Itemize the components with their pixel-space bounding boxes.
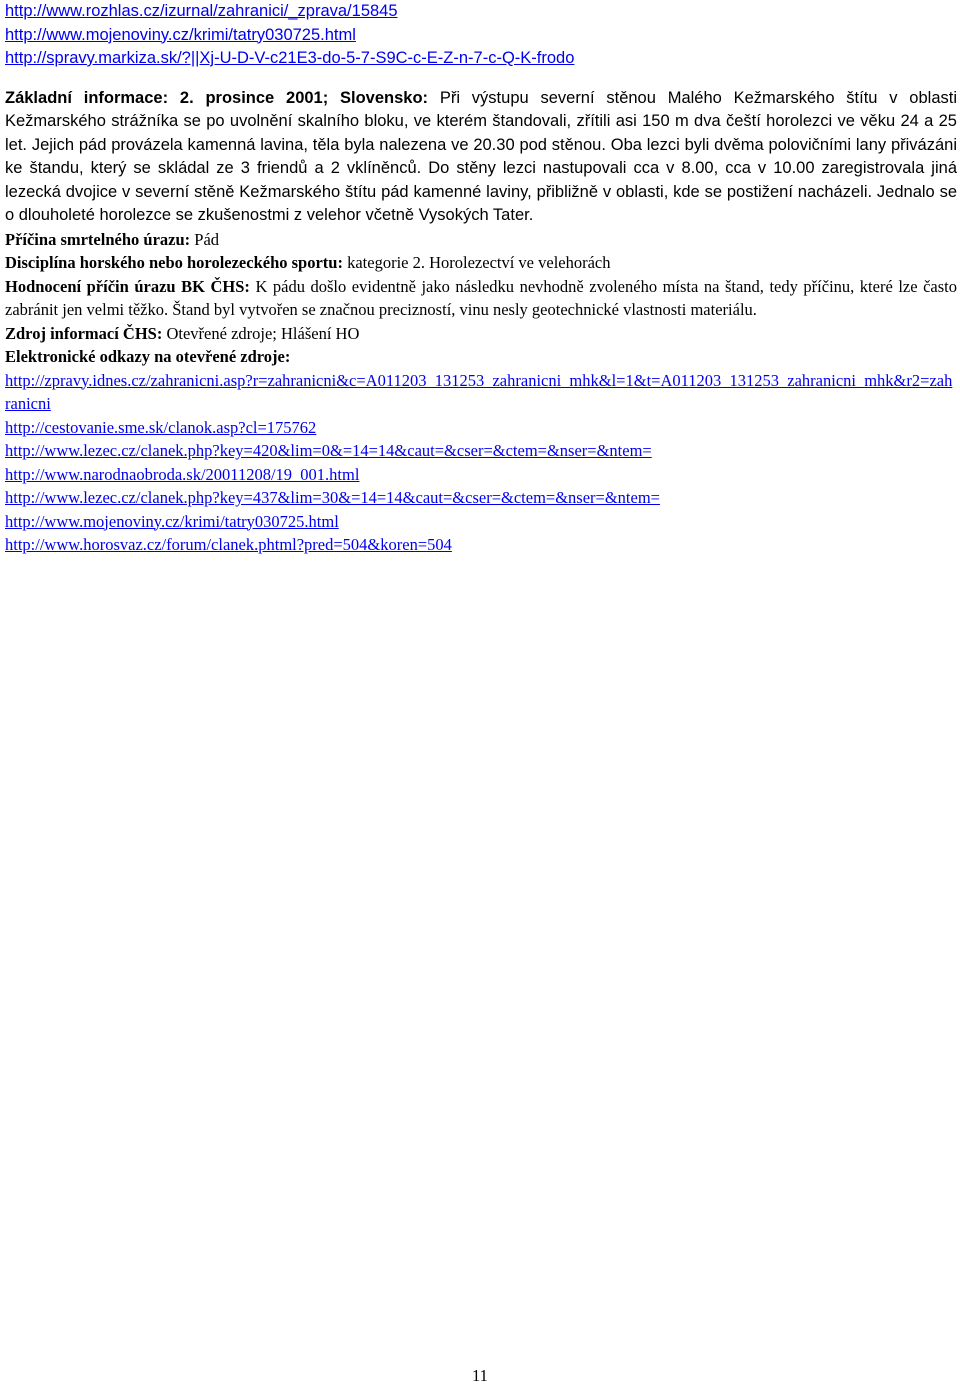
electronic-links [5,369,957,557]
document-page [5,0,957,557]
basic-info-section [5,87,957,228]
assessment-label: Hodnocení příčin úrazu BK ČHS: [5,276,250,296]
source-label: Zdroj informací ČHS: [5,323,163,343]
page-number: 11 [472,1366,488,1385]
basic-info-date: 2. prosince 2001; Slovensko: [168,88,429,107]
cause-label: Příčina smrtelného úrazu: [5,229,191,249]
assessment-value: K pádu došlo evidentně jako následku nevhodně zvoleného místa na štand, tedy příčinu, které lze často zabránit jen velmi těžko. Štand byl vytvořen se značnou precizností, vinu nesly geotechnické vlastnosti materiálu. [5,276,957,319]
link-rozhlas[interactable]: http://www.rozhlas.cz/izurnal/zahranici/_zprava/15845 [5,2,398,20]
link-mojenoviny[interactable]: http://www.mojenoviny.cz/krimi/tatry030725.html [5,511,339,531]
link-markiza[interactable]: http://spravy.markiza.sk/?||Xj-U-D-V-c21E3-do-5-7-S9C-c-E-Z-n-7-c-Q-K-frodo [5,49,575,67]
link-lezec-437[interactable]: http://www.lezec.cz/clanek.php?key=437&lim=30&=14=14&caut=&cser=&ctem=&nser=&ntem= [5,488,660,507]
link-narodnaobroda[interactable]: http://www.narodnaobroda.sk/20011208/19_001.html [5,464,360,484]
source-value: Otevřené zdroje; Hlášení HO [162,323,360,343]
discipline-value: kategorie 2. Horolezectví ve velehorách [342,253,611,272]
top-links [5,0,957,71]
link-idnes[interactable]: http://zpravy.idnes.cz/zahranicni.asp?r=zahranicni&c=A011203_131253_zahranicni_mhk&l=1&t=A011203_131253_zahranicni_mhk&r2=zahranicni [5,370,953,413]
links-heading: Elektronické odkazy na otevřené zdroje: [5,347,291,366]
assessment [5,275,957,322]
cause-of-death [5,228,957,252]
cause-value: Pád [190,229,220,249]
basic-info-text-1: Při výstupu severní stěnou Malého Kežmarského štítu v oblasti [428,88,957,107]
link-horosvaz[interactable]: http://www.horosvaz.cz/forum/clanek.phtml?pred=504&koren=504 [5,535,452,554]
links-heading-row [5,345,957,369]
link-mojenoviny-top[interactable]: http://www.mojenoviny.cz/krimi/tatry030725.html [5,25,356,44]
spacer [5,71,957,87]
link-lezec-420[interactable]: http://www.lezec.cz/clanek.php?key=420&lim=0&=14=14&caut=&cser=&ctem=&nser=&ntem= [5,441,652,460]
discipline-label: Disciplína horského nebo horolezeckého sportu: [5,253,343,272]
basic-info-label: Základní informace: [5,88,169,107]
source-info [5,322,957,346]
discipline [5,251,957,275]
link-sme[interactable]: http://cestovanie.sme.sk/clanok.asp?cl=175762 [5,417,317,437]
basic-info-text-2: Kežmarského strážníka se po uvolnění skalního bloku, ve kterém štandovali, zřítili asi 150 m dva čeští horolezci ve věku 24 a 25 let. Jejich pád provázela kamenná lavina, těla byla nalezena ve 20.30 pod stěnou. Oba lezci byli dvěma polovičními lany přivázáni ke štandu, který se skládal ze 3 friendů a 2 vklíněnců. Do stěny lezci nastupovali cca v 8.00, cca v 10.00 zaregistrovala jiná lezecká dvojice v severní stěně Kežmarského štítu pád kamenné laviny, přibližně v oblasti, kde se postižení nacházeli. Jednalo se o dlouholeté horolezce se zkušenostmi z velehor včetně Vysokých Tater. [5,112,957,224]
